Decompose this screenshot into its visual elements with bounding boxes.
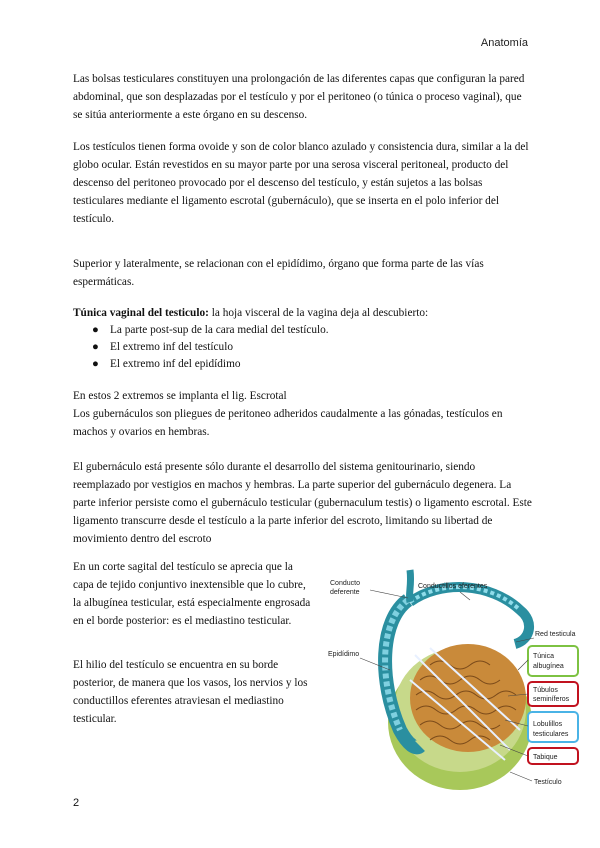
tunica-heading: Túnica vaginal del testiculo: (73, 307, 209, 319)
label-testiculares: testiculares (533, 731, 569, 738)
paragraph-lig-escrotal: En estos 2 extremos se implanta el lig. Escrotal (73, 390, 287, 402)
testis-diagram (320, 560, 592, 792)
list-item: ● La parte post-sup de la cara medial del testículo. (92, 324, 329, 336)
paragraph-testiculos: Los testículos tienen forma ovoide y son de color blanco azulado y consistencia dura, similar a la del globo ocular. Están revestidos en su mayor parte por una serosa visceral peritoneal, producto del descenso del peritoneo provocado por el descenso del testículo, y están sujetos a las bolsas testiculares mediante el ligamento escrotal (gubernáculo), que se inserta en el polo inferior del testículo. (73, 141, 529, 225)
label-epididimo: Epidídimo (328, 651, 360, 658)
label-deferente: deferente (330, 589, 360, 596)
seminiferous-lobules (410, 644, 526, 752)
label-testiculo: Testículo (534, 779, 562, 786)
paragraph-bolsas: Las bolsas testiculares constituyen una prolongación de las diferentes capas que configuran la pared abdominal, que son desplazadas por el testículo y por el peritoneo (o túnica o proceso vaginal), que se sitúa anteriormente a este órgano en su descenso. (73, 73, 525, 121)
list-item: ● El extremo inf del epidídimo (92, 358, 241, 370)
label-conductillos: Conductillos eferentes (418, 583, 488, 590)
label-tubulos: Túbulos (533, 687, 558, 694)
paragraph-gubernaculos: Los gubernáculos son pliegues de peritoneo adheridos caudalmente a las gónadas, testículos en machos y ovarios en hembras. (73, 408, 503, 438)
label-seminiferos: seminíferos (533, 696, 570, 703)
tunica-box (528, 646, 578, 676)
paragraph-gubernaculo: El gubernáculo está presente sólo durante el desarrollo del sistema genitourinario, siendo reemplazado por vestigios en machos y hembras. La parte superior del gubernáculo degenera. La parte inferior persiste como el gubernáculo testicular (gubernaculum testis) o ligamento escrotal. Este ligamento transcurre desde el testículo a la parte inferior del escroto, limitando su libertad de movimiento dentro del escroto (73, 461, 532, 545)
label-lobulillos: Lobulillos (533, 721, 563, 728)
tunica-text: la hoja visceral de la vagina deja al descubierto: (208, 307, 429, 319)
paragraph-epididimo: Superior y lateralmente, se relacionan con el epidídimo, órgano que forma parte de las vías espermáticas. (73, 258, 484, 288)
list-item: ● El extremo inf del testículo (92, 341, 233, 353)
label-conducto: Conducto (330, 580, 360, 587)
label-tabique: Tabique (533, 754, 558, 761)
page-number: 2 (73, 797, 80, 809)
paragraph-corte-sagital: En un corte sagital del testículo se aprecia que la capa de tejido conjuntivo inextensible que lo cubre, la albugínea testicular, está especialmente engrosada en el borde posterior: es el mediastino testicular. (73, 561, 311, 627)
paragraph-hilio: El hilio del testículo se encuentra en su borde posterior, de manera que los vasos, los nervios y los conductillos eferentes atraviesan el mediastino testicular. (73, 659, 308, 725)
efferent-ducts (410, 587, 529, 644)
label-albuginea: albugínea (533, 663, 564, 670)
label-red-testicular: Red testicula (535, 631, 576, 638)
deferent-duct (409, 570, 410, 602)
label-tunica: Túnica (533, 653, 555, 660)
page-header: Anatomía (480, 37, 528, 49)
paragraph-tunica (73, 304, 533, 322)
